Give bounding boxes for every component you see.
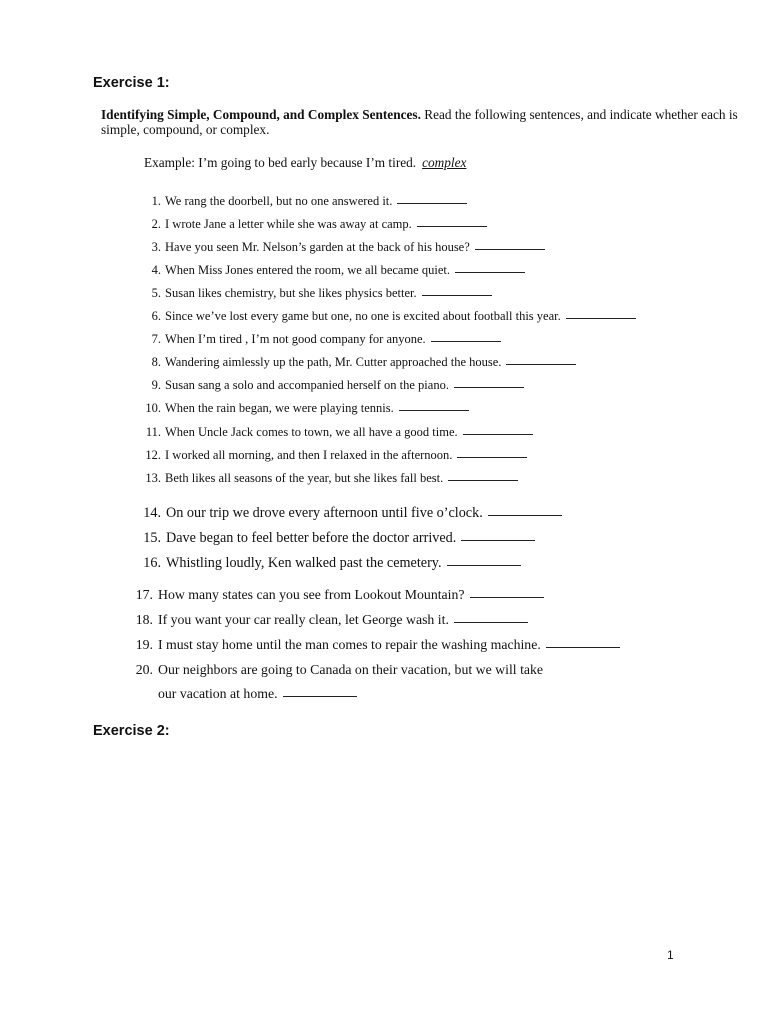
item-text: I must stay home until the man comes to repair the washing machine. [158,637,541,652]
exercise-2-heading: Exercise 2: [93,723,170,739]
item-text: Whistling loudly, Ken walked past the cemetery. [166,555,442,571]
answer-blank[interactable] [546,646,620,648]
item-text: Since we’ve lost every game but one, no one is excited about football this year. [165,309,561,323]
item-text: When Miss Jones entered the room, we all became quiet. [165,263,450,277]
answer-blank[interactable] [447,564,521,566]
item-number: 7. [151,332,161,346]
item-number: 16. [143,555,161,571]
item-number: 13. [145,471,161,485]
item-text: On our trip we drove every afternoon until five o’clock. [166,505,483,521]
sentence-item-20 [133,662,543,678]
answer-blank[interactable] [455,271,525,273]
sentence-item-1 [143,194,467,209]
item-text: We rang the doorbell, but no one answered it. [165,194,393,208]
item-text: I wrote Jane a letter while she was away at camp. [165,217,412,231]
item-text: When Uncle Jack comes to town, we all have a good time. [165,425,458,439]
item-text: How many states can you see from Lookout Mountain? [158,587,465,602]
example-answer: complex [422,155,467,170]
answer-blank[interactable] [488,514,562,516]
sentence-item-2 [143,217,487,232]
answer-blank[interactable] [448,479,518,481]
answer-blank[interactable] [461,539,535,541]
sentence-item-5 [143,286,492,301]
item-number: 2. [151,217,161,231]
sentence-item-12 [143,448,527,463]
item-number: 8. [151,355,161,369]
sentence-item-14 [143,505,562,522]
answer-blank[interactable] [457,456,527,458]
sentence-item-16 [143,555,521,572]
item-number: 19. [135,637,153,652]
item-number: 10. [145,401,161,415]
item-number: 18. [135,612,153,627]
sentence-item-20-continuation [158,686,357,702]
item-text: Wandering aimlessly up the path, Mr. Cutter approached the house. [165,355,502,369]
sentence-item-13 [143,471,518,486]
sentence-item-19 [133,637,620,653]
sentence-item-15 [143,530,535,547]
sentence-item-11 [143,425,533,440]
answer-blank[interactable] [506,363,576,365]
answer-blank[interactable] [399,409,469,411]
answer-blank[interactable] [475,248,545,250]
sentence-item-4 [143,263,525,278]
instructions-title: Identifying Simple, Compound, and Complex Sentences. [101,107,421,122]
answer-blank[interactable] [283,695,357,697]
answer-blank[interactable] [454,386,524,388]
item-text: Our neighbors are going to Canada on their vacation, but we will take [158,662,544,677]
sentence-item-18 [133,612,528,628]
item-text: our vacation at home. [158,686,278,701]
item-text: If you want your car really clean, let George wash it. [158,612,449,627]
item-number: 15. [143,530,161,546]
sentence-item-8 [143,355,576,370]
item-text: Susan likes chemistry, but she likes physics better. [165,286,417,300]
instructions [101,107,746,137]
item-text: I worked all morning, and then I relaxed in the afternoon. [165,448,453,462]
item-number: 20. [135,662,153,677]
sentence-item-7 [143,332,501,347]
instructions-text: Read the following sentences, and indicate whether each is simple, compound, or complex. [101,107,738,137]
item-number: 17. [135,587,153,602]
item-number: 11. [145,425,161,439]
exercise-1-heading: Exercise 1: [93,75,170,91]
item-number: 5. [151,286,161,300]
answer-blank[interactable] [454,621,528,623]
item-text: Beth likes all seasons of the year, but she likes fall best. [165,471,444,485]
item-text: Dave began to feel better before the doctor arrived. [166,530,457,546]
answer-blank[interactable] [566,317,636,319]
item-number: 9. [151,378,161,392]
page-number: 1 [667,948,674,962]
sentence-item-10 [143,401,469,416]
sentence-item-17 [133,587,544,603]
answer-blank[interactable] [397,202,467,204]
item-number: 6. [151,309,161,323]
example-text: Example: I’m going to bed early because I’m tired. [144,155,417,170]
item-text: Susan sang a solo and accompanied herself on the piano. [165,378,449,392]
item-text: Have you seen Mr. Nelson’s garden at the back of his house? [165,240,470,254]
sentence-item-6 [143,309,636,324]
answer-blank[interactable] [463,433,533,435]
answer-blank[interactable] [422,294,492,296]
item-text: When the rain began, we were playing tennis. [165,401,394,415]
item-text: When I’m tired , I’m not good company for anyone. [165,332,426,346]
answer-blank[interactable] [431,340,501,342]
sentence-item-9 [143,378,524,393]
item-number: 14. [143,505,161,521]
item-number: 4. [151,263,161,277]
item-number: 1. [151,194,161,208]
answer-blank[interactable] [470,596,544,598]
example-sentence [144,155,466,171]
item-number: 3. [151,240,161,254]
sentence-item-3 [143,240,545,255]
item-number: 12. [145,448,161,462]
answer-blank[interactable] [417,225,487,227]
